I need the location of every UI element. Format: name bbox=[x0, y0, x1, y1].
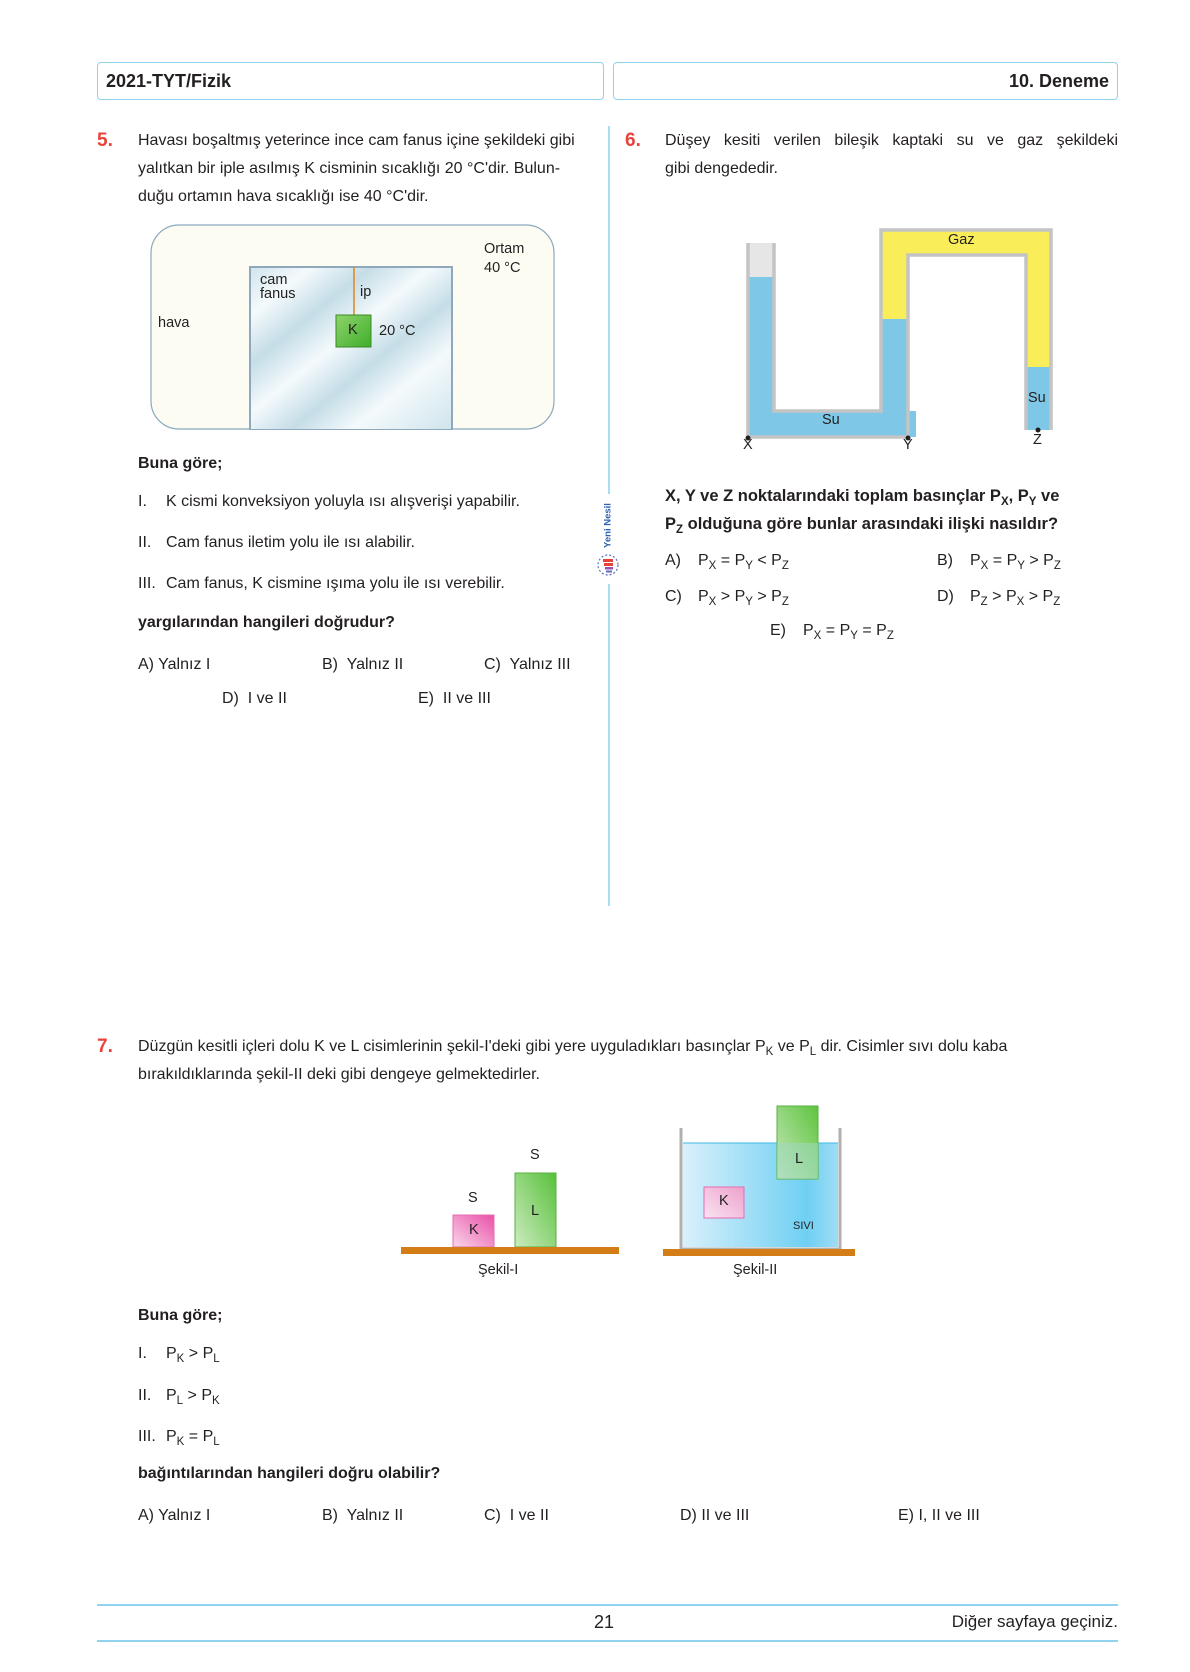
statement-num: III. bbox=[138, 1428, 156, 1445]
q6-figure bbox=[740, 225, 1060, 455]
q7-option-c[interactable] bbox=[484, 1507, 549, 1525]
exam-number: 10. Deneme bbox=[1008, 71, 1109, 91]
k-area-label: S bbox=[468, 1190, 478, 1206]
subscript: X bbox=[1000, 496, 1009, 508]
option-text: II ve III bbox=[701, 1507, 750, 1524]
q6-option-b[interactable] bbox=[937, 552, 1061, 570]
subscript: K bbox=[765, 1046, 774, 1058]
subscript: K bbox=[176, 1353, 185, 1365]
q5-option-d[interactable] bbox=[222, 690, 287, 708]
subscript: L bbox=[213, 1436, 220, 1448]
option-text: II ve III bbox=[442, 690, 491, 707]
option-text: I ve II bbox=[509, 1507, 549, 1524]
question-7-stem-1 bbox=[138, 1033, 1118, 1062]
option-key: A) bbox=[138, 656, 154, 673]
question-7-stem-2: bırakıldıklarında şekil-II deki gibi dengeye gelmektedirler. bbox=[138, 1066, 540, 1083]
text: P bbox=[665, 515, 677, 533]
text: P bbox=[166, 1428, 177, 1445]
subscript: Y bbox=[1028, 496, 1037, 508]
option-text: Yalnız I bbox=[158, 1507, 211, 1524]
q5-lead: Buna göre; bbox=[138, 455, 223, 472]
math-term: $P_Y$ bbox=[734, 588, 753, 608]
footer-top-rule bbox=[97, 1604, 1118, 1606]
math-operator: > bbox=[1024, 552, 1044, 569]
next-page-note: Diğer sayfaya geçiniz. bbox=[951, 1612, 1118, 1631]
ortam-label: Ortam bbox=[484, 241, 525, 257]
question-5-stem-3: duğu ortamın hava sıcaklığı ise 40 °C'dir. bbox=[138, 188, 429, 205]
q6-option-e[interactable] bbox=[770, 622, 894, 640]
option-key: C) bbox=[484, 1507, 501, 1524]
yeni-nesil-emblem-icon bbox=[596, 552, 620, 578]
q7-figure-1-svg bbox=[400, 1150, 625, 1260]
math-operator: < bbox=[752, 552, 772, 569]
question-6-stem-1: Düşey kesiti verilen bileşik kaptaki su ve gaz şekildeki bbox=[665, 132, 1118, 149]
q7-option-a[interactable] bbox=[138, 1507, 210, 1525]
ip-label: ip bbox=[360, 284, 372, 300]
question-5-stem-1: Havası boşaltmış yeterince ince cam fanus içine şekildeki gibi bbox=[138, 132, 575, 149]
option-key: A) bbox=[138, 1507, 154, 1524]
q5-statement-2-num: II. bbox=[138, 534, 152, 551]
question-5-number: 5. bbox=[97, 130, 113, 151]
option-key: B) bbox=[322, 1507, 338, 1524]
math-operator: = bbox=[988, 552, 1007, 569]
subscript: K bbox=[176, 1436, 185, 1448]
subscript: Z bbox=[676, 524, 684, 536]
math-term: $P_Z$ bbox=[876, 622, 894, 642]
math-term: $P_Z$ bbox=[771, 588, 789, 608]
text: P bbox=[201, 1387, 212, 1404]
l-area-label: S bbox=[530, 1147, 540, 1163]
yeni-nesil-text: Yeni Nesil bbox=[602, 503, 614, 548]
text: olduğuna göre bunlar arasındaki ilişki nasıldır? bbox=[683, 515, 1059, 533]
fanus-label: fanus bbox=[260, 286, 296, 302]
math-term: $P_X$ bbox=[970, 552, 989, 572]
gas-label: Gaz bbox=[948, 232, 975, 248]
text: > bbox=[183, 1387, 202, 1404]
option-key: E) bbox=[418, 690, 434, 707]
text: dir. Cisimler sıvı dolu kaba bbox=[816, 1038, 1008, 1055]
math-operator: = bbox=[857, 622, 877, 639]
q5-statement-1-num: I. bbox=[138, 493, 147, 510]
q6-question-line-1 bbox=[665, 482, 1059, 511]
option-key: E) bbox=[770, 622, 786, 639]
text: ve bbox=[1036, 487, 1060, 505]
text: P bbox=[202, 1345, 214, 1362]
question-7-number: 7. bbox=[97, 1036, 113, 1057]
q7-statement-3 bbox=[138, 1423, 220, 1452]
q5-option-a[interactable] bbox=[138, 656, 210, 674]
figure-2-caption: Şekil-II bbox=[733, 1262, 778, 1278]
math-term: $P_Z$ bbox=[1043, 552, 1061, 572]
q7-lead: Buna göre; bbox=[138, 1307, 223, 1324]
q5-statement-3: Cam fanus, K cismine ışıma yolu ile ısı verebilir. bbox=[166, 575, 505, 592]
question-6-number: 6. bbox=[625, 130, 641, 151]
text: P bbox=[166, 1345, 177, 1362]
q7-statement-1 bbox=[138, 1340, 220, 1369]
q7-figure-2-svg bbox=[663, 1104, 858, 1260]
math-term: $P_Z$ bbox=[771, 552, 789, 572]
q7-statement-2 bbox=[138, 1382, 220, 1411]
q5-question: yargılarından hangileri doğrudur? bbox=[138, 614, 395, 631]
ortam-temp: 40 °C bbox=[484, 260, 521, 276]
math-term: $P_Y$ bbox=[839, 622, 858, 642]
math-operator: > bbox=[752, 588, 772, 605]
subscript: L bbox=[213, 1353, 220, 1365]
option-key: E) bbox=[898, 1507, 914, 1524]
option-key: B) bbox=[937, 552, 953, 569]
text: , P bbox=[1008, 487, 1029, 505]
liquid-label: SIVI bbox=[793, 1220, 814, 1232]
block-k-temp: 20 °C bbox=[379, 323, 416, 339]
option-key: D) bbox=[937, 588, 954, 605]
math-term: $P_Y$ bbox=[734, 552, 753, 572]
text: ve P bbox=[773, 1038, 810, 1055]
text: P bbox=[202, 1428, 214, 1445]
subscript: L bbox=[809, 1046, 817, 1058]
math-operator: > bbox=[716, 588, 735, 605]
math-term: $P_X$ bbox=[698, 588, 717, 608]
option-key: D) bbox=[222, 690, 239, 707]
text: P bbox=[166, 1387, 177, 1404]
option-text: I, II ve III bbox=[918, 1507, 980, 1524]
q5-statement-3-num: III. bbox=[138, 575, 156, 592]
q7-option-b[interactable] bbox=[322, 1507, 403, 1525]
option-text: Yalnız I bbox=[158, 656, 211, 673]
text: X, Y ve Z noktalarındaki toplam basınçlar P bbox=[665, 487, 1001, 505]
option-text: Yalnız III bbox=[509, 656, 571, 673]
q6-option-d[interactable] bbox=[937, 588, 1060, 606]
header-left-box bbox=[97, 62, 604, 100]
question-6-stem-2: gibi dengededir. bbox=[665, 160, 778, 177]
question-5-stem-2: yalıtkan bir iple asılmış K cisminin sıcaklığı 20 °C'dir. Bulun- bbox=[138, 160, 561, 177]
point-z-label: Z bbox=[1033, 432, 1042, 448]
q5-figure bbox=[150, 224, 555, 430]
option-text: Yalnız II bbox=[346, 656, 404, 673]
q5-option-b[interactable] bbox=[322, 656, 403, 674]
block-k-label: K bbox=[469, 1222, 479, 1238]
q7-option-e[interactable] bbox=[898, 1507, 980, 1525]
exam-title: 2021-TYT/Fizik bbox=[106, 71, 232, 91]
math-term: $P_X$ bbox=[1005, 588, 1025, 608]
q6-question-line-2 bbox=[665, 510, 1058, 539]
math-operator: > bbox=[987, 588, 1006, 605]
water-label-bottom: Su bbox=[822, 412, 840, 428]
q5-option-e[interactable] bbox=[418, 690, 491, 708]
point-y-label: Y bbox=[903, 437, 913, 453]
option-key: A) bbox=[665, 552, 681, 569]
q6-option-a[interactable] bbox=[665, 552, 789, 570]
header-right-box bbox=[613, 62, 1118, 100]
option-key: C) bbox=[484, 656, 501, 673]
cam-label: cam bbox=[260, 272, 288, 288]
option-text: Yalnız II bbox=[346, 1507, 404, 1524]
math-term: $P_Y$ bbox=[1006, 552, 1025, 572]
math-term: $P_Z$ bbox=[970, 588, 988, 608]
statement-num: I. bbox=[138, 1345, 147, 1362]
hava-label: hava bbox=[158, 315, 190, 331]
subscript: K bbox=[211, 1395, 220, 1407]
block-k-label: K bbox=[719, 1193, 729, 1209]
footer-bottom-rule bbox=[97, 1640, 1118, 1642]
text: = bbox=[184, 1428, 203, 1445]
option-text: I ve II bbox=[247, 690, 287, 707]
q7-figure-2 bbox=[663, 1104, 858, 1280]
block-l-label: L bbox=[531, 1203, 540, 1219]
text: > bbox=[184, 1345, 203, 1362]
subscript: L bbox=[176, 1395, 184, 1407]
block-l-label: L bbox=[795, 1151, 804, 1167]
block-k-label: K bbox=[348, 322, 358, 338]
q7-figure-1 bbox=[400, 1147, 625, 1280]
point-x-label: X bbox=[743, 437, 753, 453]
math-operator: > bbox=[1024, 588, 1043, 605]
math-term: $P_X$ bbox=[803, 622, 822, 642]
math-term: $P_X$ bbox=[698, 552, 717, 572]
q6-container-svg bbox=[740, 225, 1060, 455]
yeni-nesil-logo bbox=[596, 494, 620, 584]
figure-1-caption: Şekil-I bbox=[478, 1262, 519, 1278]
water-label-right: Su bbox=[1028, 390, 1046, 406]
page-number: 21 bbox=[594, 1612, 615, 1632]
q5-option-c[interactable] bbox=[484, 656, 571, 674]
option-key: D) bbox=[680, 1507, 697, 1524]
math-term: $P_Z$ bbox=[1042, 588, 1061, 608]
q7-question: bağıntılarından hangileri doğru olabilir? bbox=[138, 1465, 441, 1482]
option-key: B) bbox=[322, 656, 338, 673]
option-key: C) bbox=[665, 588, 682, 605]
math-operator: = bbox=[716, 552, 735, 569]
q6-option-c[interactable] bbox=[665, 588, 789, 606]
text: Düzgün kesitli içleri dolu K ve L cisimlerinin şekil-I'deki gibi yere uyguladıkları basınçlar P bbox=[138, 1038, 766, 1055]
q5-statement-2: Cam fanus iletim yolu ile ısı alabilir. bbox=[166, 534, 415, 551]
q7-option-d[interactable] bbox=[680, 1507, 749, 1525]
math-operator: = bbox=[821, 622, 840, 639]
statement-num: II. bbox=[138, 1387, 152, 1404]
q5-statement-1: K cismi konveksiyon yoluyla ısı alışverişi yapabilir. bbox=[166, 493, 520, 510]
